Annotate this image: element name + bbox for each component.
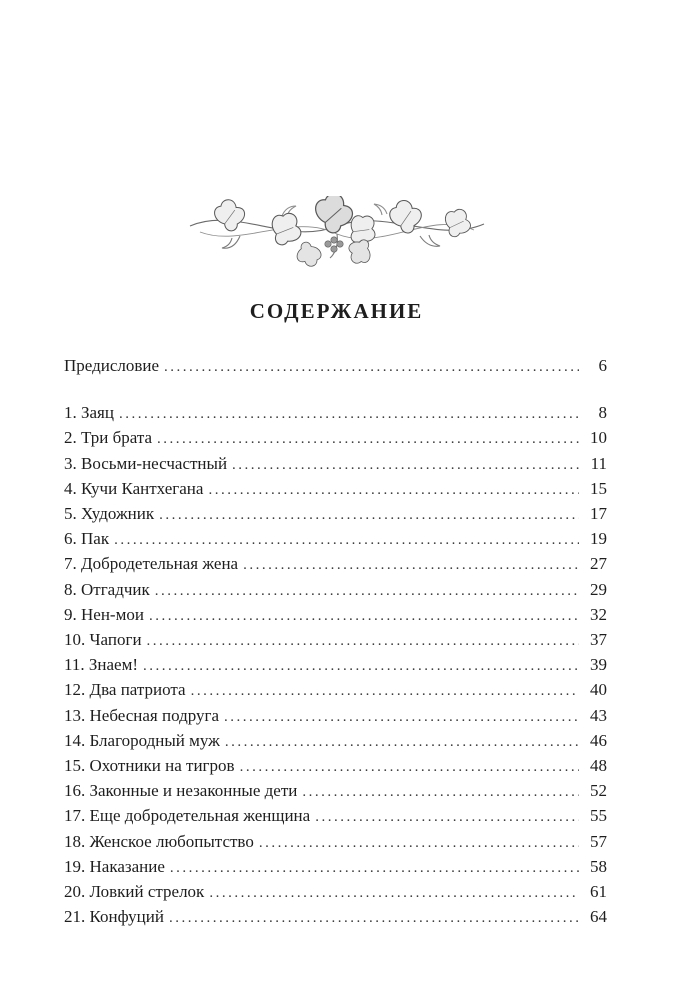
dot-leader [159, 502, 579, 527]
toc-entry-label: Предисловие [64, 356, 160, 375]
toc-entry-label: 12. Два патриота [64, 680, 186, 700]
toc-entry-page: 57 [590, 831, 607, 851]
toc-row [64, 426, 607, 451]
toc-entry-label: 13. Небесная подруга [64, 705, 220, 725]
toc-row [64, 552, 607, 577]
toc-entry-page: 27 [590, 554, 607, 574]
toc-entry-label: 3. Восьми-несчастный [64, 453, 228, 473]
toc-entry-page: 52 [590, 781, 607, 801]
toc-row [64, 603, 607, 628]
dot-leader [240, 754, 579, 779]
toc-entry-page: 29 [590, 579, 607, 599]
toc-row [64, 477, 607, 502]
toc-entry-page: 11 [590, 453, 607, 473]
toc-row [64, 729, 607, 754]
dot-leader [232, 452, 579, 477]
toc-entry-page: 40 [590, 680, 607, 700]
dot-leader [119, 401, 579, 426]
dot-leader [243, 552, 579, 577]
dot-leader [209, 880, 579, 905]
toc-row [64, 754, 607, 779]
toc-row [64, 401, 607, 426]
dot-leader [155, 578, 579, 603]
toc-entry-label: 6. Пак [64, 529, 110, 549]
toc-entry-page: 46 [590, 730, 607, 750]
table-of-contents [64, 354, 607, 930]
toc-row [64, 653, 607, 678]
toc-entry-page: 58 [590, 856, 607, 876]
toc-row [64, 628, 607, 653]
toc-entry-label: 8. Отгадчик [64, 579, 150, 599]
toc-entry-label: 21. Конфуций [64, 907, 164, 927]
toc-entry-label: 18. Женское любопытство [64, 831, 254, 851]
toc-entry-page: 61 [590, 882, 607, 902]
toc-entry-page: 55 [590, 806, 607, 826]
toc-entry-page: 48 [590, 756, 607, 776]
toc-row [64, 779, 607, 804]
dot-leader [164, 354, 579, 379]
dot-leader [225, 729, 579, 754]
toc-entry-page: 15 [590, 478, 607, 498]
toc-entry-page: 37 [590, 630, 607, 650]
toc-entry-page: 32 [590, 604, 607, 624]
dot-leader [114, 527, 579, 552]
toc-entry-page: 17 [590, 504, 607, 524]
dot-leader [315, 804, 579, 829]
toc-row [64, 855, 607, 880]
toc-entry-label: 1. Заяц [64, 403, 114, 423]
page-title: СОДЕРЖАНИЕ [249, 299, 424, 323]
toc-row [64, 578, 607, 603]
dot-leader [143, 653, 579, 678]
dot-leader [149, 603, 579, 628]
toc-entry-label: 16. Законные и незаконные дети [64, 781, 298, 801]
dot-leader [191, 678, 579, 703]
toc-entry-label: 11. Знаем! [64, 655, 138, 675]
toc-entry-label: 14. Благородный муж [64, 730, 220, 750]
toc-entry-page: 43 [590, 705, 607, 725]
floral-vine-ornament-icon [182, 196, 492, 270]
toc-entry-page: 8 [598, 403, 607, 423]
toc-row [64, 452, 607, 477]
toc-entry-page: 10 [590, 428, 607, 448]
toc-row [64, 354, 607, 379]
toc-row [64, 804, 607, 829]
toc-entry-page: 19 [590, 529, 607, 549]
toc-entry-label: 9. Нен-мои [64, 604, 144, 624]
toc-entry-page: 6 [598, 356, 607, 375]
toc-row [64, 527, 607, 552]
dot-leader [147, 628, 579, 653]
dot-leader [208, 477, 579, 502]
toc-entry-label: 2. Три брата [64, 428, 153, 448]
toc-entry-label: 10. Чапоги [64, 630, 142, 650]
toc-row [64, 678, 607, 703]
toc-row [64, 704, 607, 729]
toc-entry-label: 19. Наказание [64, 856, 165, 876]
toc-entry-page: 64 [590, 907, 607, 927]
toc-row [64, 905, 607, 930]
toc-row [64, 880, 607, 905]
toc-entry-label: 20. Ловкий стрелок [64, 882, 205, 902]
dot-leader [224, 704, 579, 729]
toc-entry-label: 15. Охотники на тигров [64, 756, 235, 776]
toc-entry-label: 5. Художник [64, 504, 155, 524]
dot-leader [170, 855, 579, 880]
toc-row [64, 502, 607, 527]
toc-entry-label: 7. Добродетельная жена [64, 554, 239, 574]
toc-entry-label: 17. Еще добродетельная женщина [64, 806, 311, 826]
dot-leader [302, 779, 579, 804]
dot-leader [259, 830, 579, 855]
dot-leader [169, 905, 579, 930]
toc-entry-label: 4. Кучи Кантхегана [64, 478, 204, 498]
dot-leader [157, 426, 579, 451]
toc-entry-page: 39 [590, 655, 607, 675]
toc-row [64, 830, 607, 855]
